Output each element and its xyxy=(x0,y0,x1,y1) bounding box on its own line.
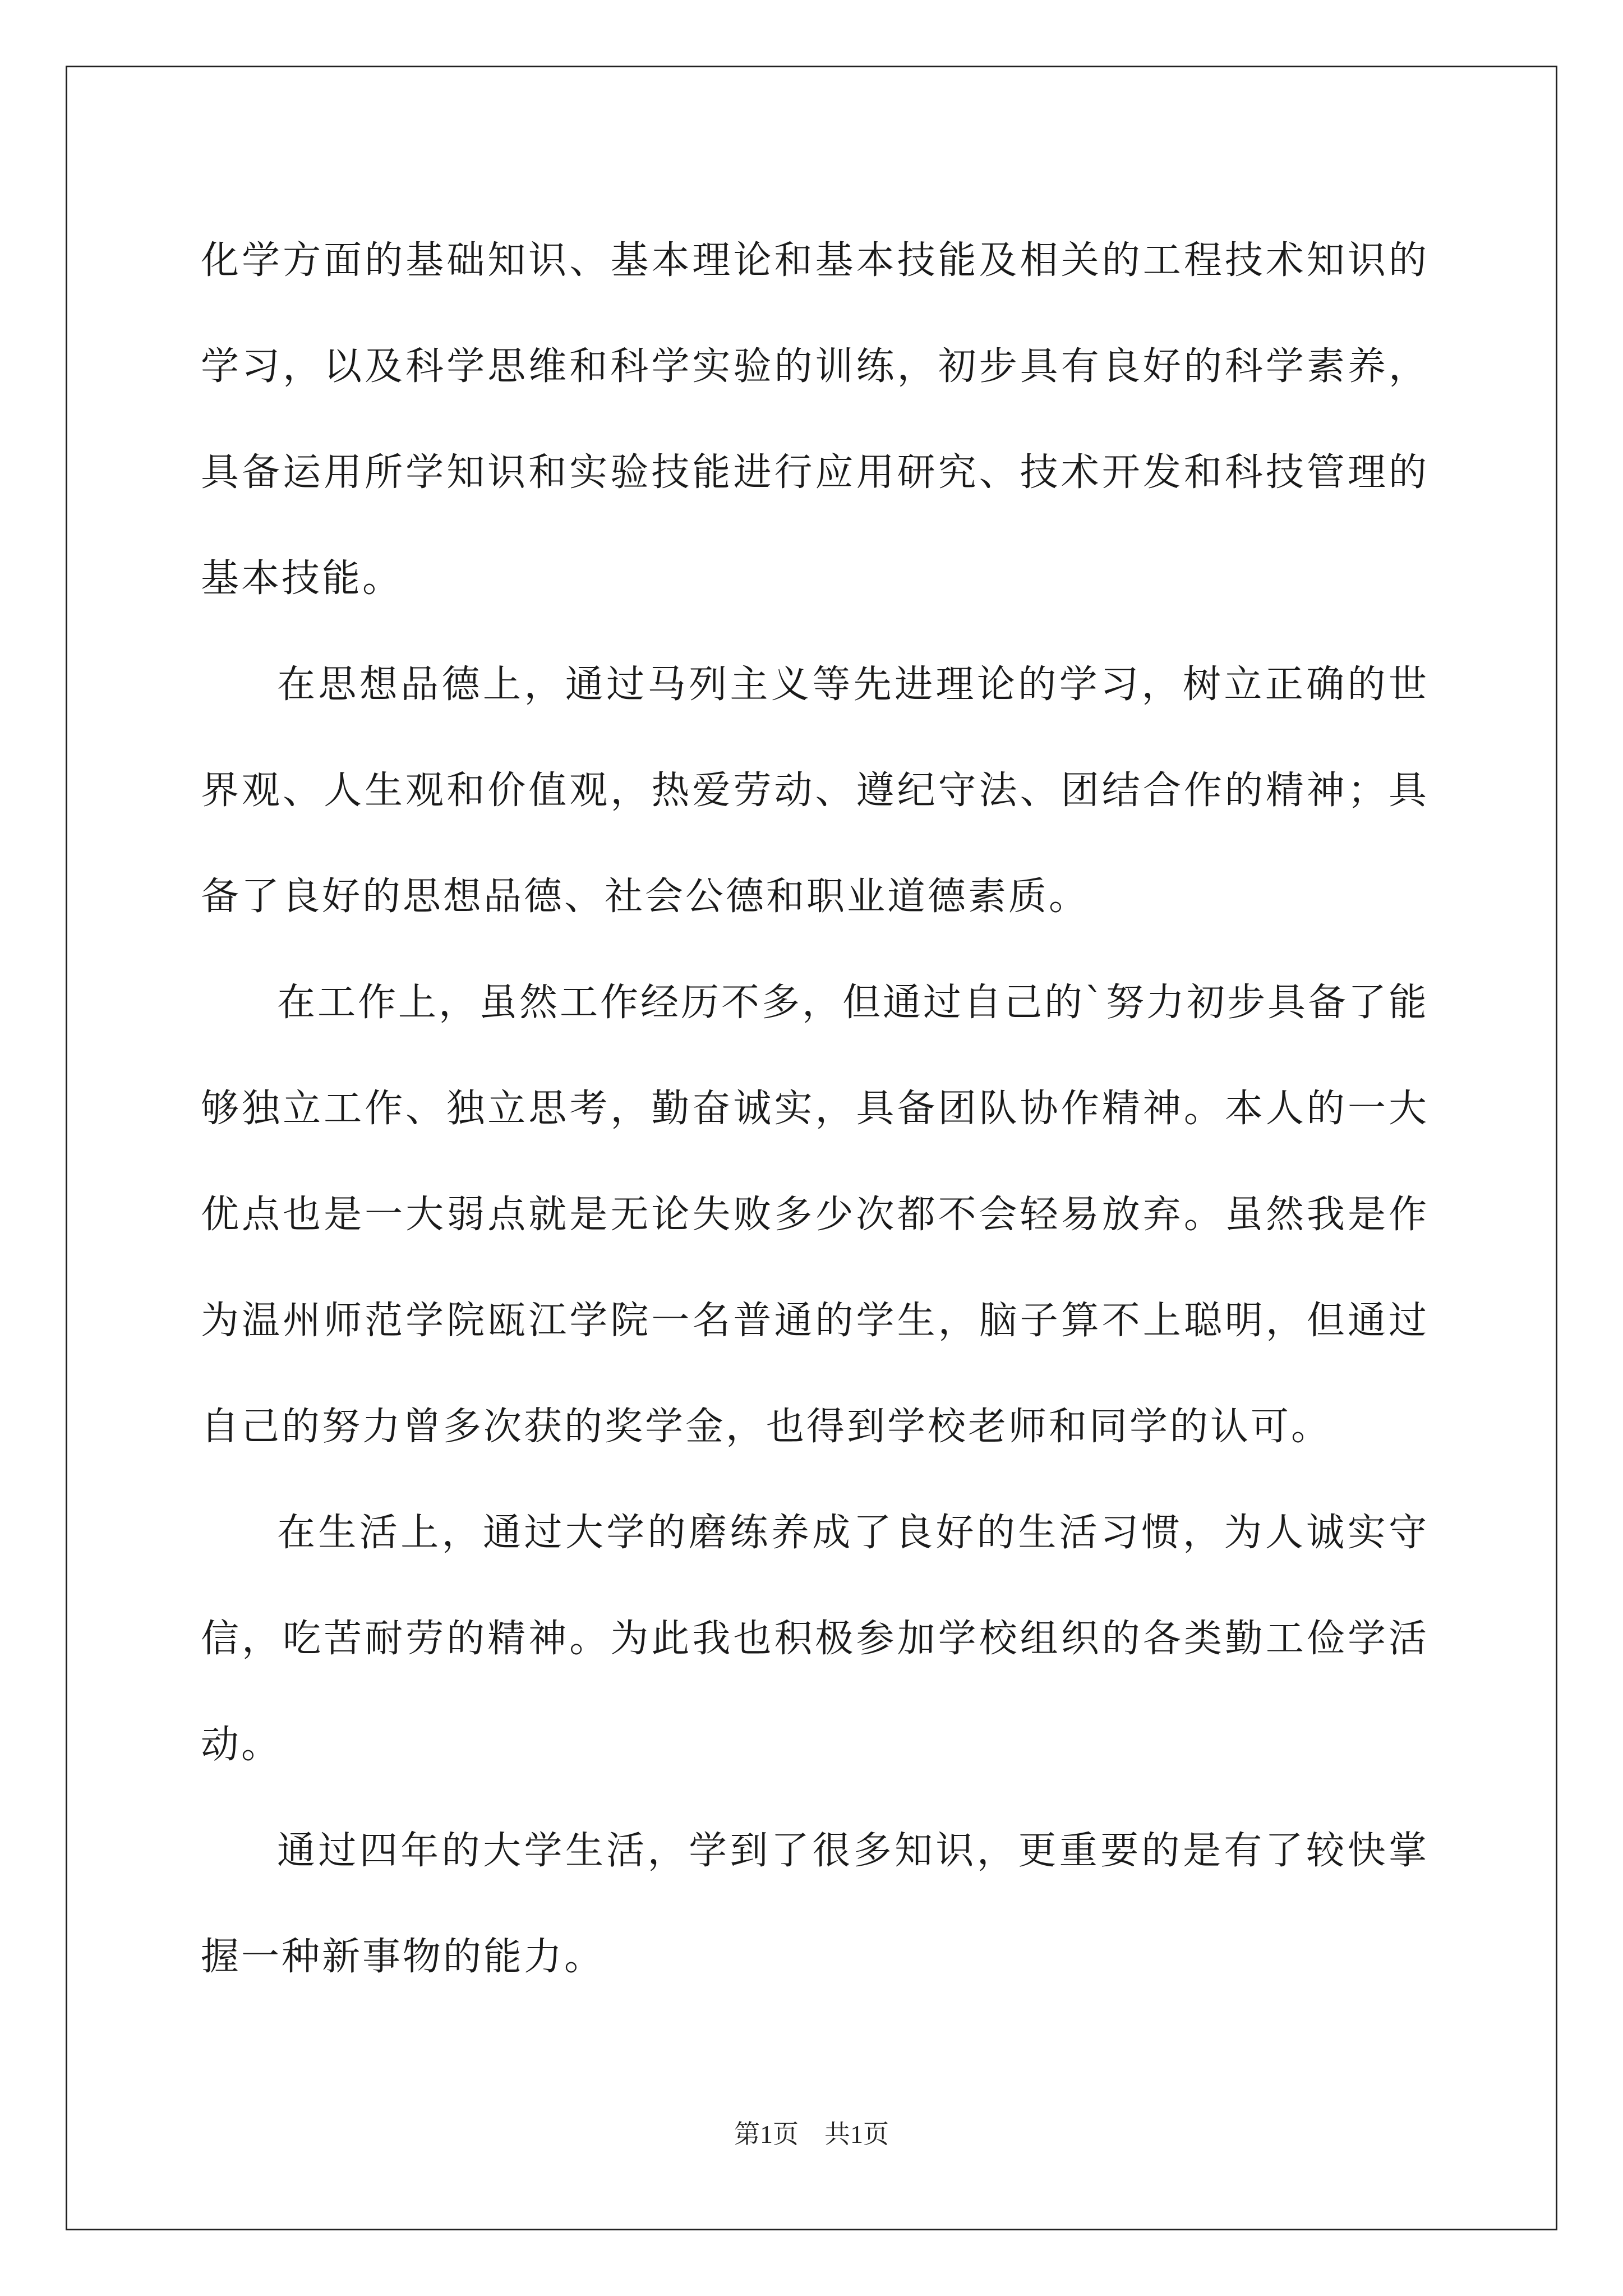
paragraph-2: 在思想品德上，通过马列主义等先进理论的学习，树立正确的世界观、人生观和价值观，热爱劳动、遵纪守法、团结合作的精神；具备了良好的思想品德、社会公德和职业道德素质。 xyxy=(201,662,1429,919)
paragraph-4: 在生活上，通过大学的磨练养成了良好的生活习惯，为人诚实守信，吃苦耐劳的精神。为此我也积极参加学校组织的各类勤工俭学活动。 xyxy=(201,1511,1429,1767)
paragraph-1: 化学方面的基础知识、基本理论和基本技能及相关的工程技术知识的学习，以及科学思维和科学实验的训练，初步具有良好的科学素养，具备运用所学知识和实验技能进行应用研究、技术开发和科技管理的基本技能。 xyxy=(201,238,1429,601)
paragraph-5: 通过四年的大学生活，学到了很多知识，更重要的是有了较快掌握一种新事物的能力。 xyxy=(201,1829,1429,1979)
page-number: 第1页 共1页 xyxy=(734,2120,889,2148)
document-body xyxy=(201,208,1429,2010)
paragraph-3: 在工作上，虽然工作经历不多，但通过自己的`努力初步具备了能够独立工作、独立思考，勤奋诚实，具备团队协作精神。本人的一大优点也是一大弱点就是无论失败多少次都不会轻易放弃。虽然我是作为温州师范学院瓯江学院一名普通的学生，脑子算不上聪明，但通过自己的努力曾多次获的奖学金，也得到学校老师和同学的认可。 xyxy=(201,981,1430,1449)
